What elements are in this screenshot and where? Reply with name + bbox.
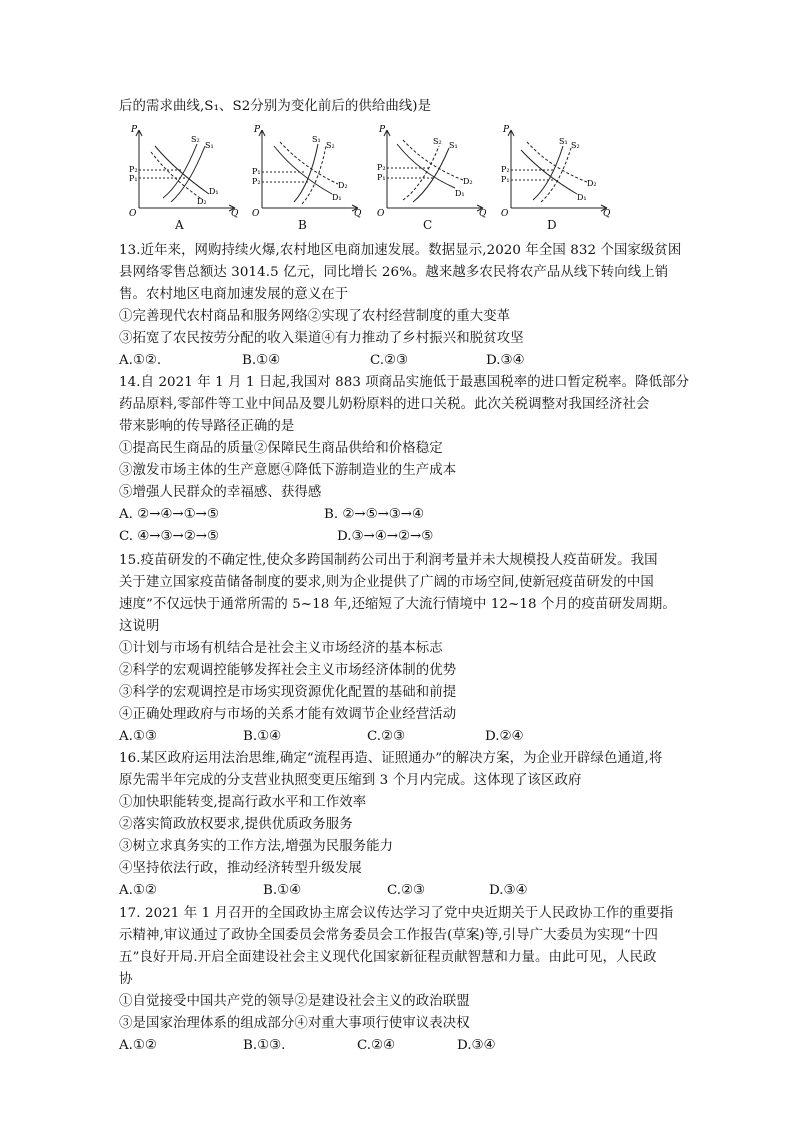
p-label: P₁ (377, 173, 386, 182)
question-14-statement: ①提高民生商品的质量②保障民生商品供给和价格稳定 (119, 441, 443, 456)
question-14-line: 14.自 2021 年 1 月 1 日起,我国对 883 项商品实施低于最惠国税率的进口暂定税率。降低部分 (119, 375, 690, 390)
axis-o-label: O (129, 209, 137, 219)
question-15-statement: ③科学的宏观调控是市场实现资源优化配置的基础和前提 (119, 685, 457, 700)
question-17-line: 五”良好开局.开启全面建设社会主义现代化国家新征程贡献智慧和力量。由此可见，人民政 (119, 950, 657, 965)
option-d[interactable]: D.③→④→②→⑤ (337, 529, 434, 544)
d-label: D₁ (209, 187, 219, 196)
option-b[interactable]: B.①④ (263, 883, 302, 898)
axis-q-label: Q (231, 209, 239, 219)
option-d[interactable]: D.③④ (486, 353, 525, 368)
option-b[interactable]: B.①④ (243, 729, 282, 744)
d-label: D₁ (455, 189, 465, 198)
option-a[interactable]: A.①③ (119, 729, 157, 744)
axis-o-label: O (377, 209, 385, 219)
p-label: P₂ (129, 165, 138, 174)
p-label: P₁ (252, 167, 261, 176)
option-c[interactable]: C.②④ (357, 1038, 396, 1053)
s-label: S₂ (433, 137, 442, 146)
d-label: D₁ (332, 193, 342, 202)
axis-p-label: P (379, 125, 386, 135)
d-label: D₂ (463, 177, 473, 186)
p-label: P₂ (377, 163, 386, 172)
option-a[interactable]: A.①②. (119, 353, 162, 368)
question-17-line: 示精神,审议通过了政协全国委员会常务委员会工作报告(草案)等,引导广大委员为实现“十四 (119, 928, 658, 943)
p-label: P₂ (501, 165, 510, 174)
s-label: S₂ (326, 141, 335, 150)
axis-q-label: Q (603, 209, 611, 219)
question-15-line: 15.疫苗研发的不确定性,使众多跨国制药公司出于利润考量并未大规模投人疫苗研发。我国 (119, 553, 658, 568)
question-14-statement: ③激发市场主体的生产意愿④降低下游制造业的生产成本 (119, 463, 457, 478)
option-c[interactable]: C. ④→③→②→⑤ (119, 529, 219, 544)
graph-label: C (423, 218, 433, 232)
option-c[interactable]: C.②③ (370, 353, 409, 368)
question-15-line: 这说明 (119, 619, 160, 634)
question-14-line: 药品原料,零部件等工业中间品及婴儿奶粉原料的进口关税。此次关税调整对我国经济社会 (119, 397, 650, 412)
question-17-line: 协 (119, 972, 133, 987)
option-c[interactable]: C.②③ (367, 729, 406, 744)
option-d[interactable]: D.③④ (489, 883, 528, 898)
d-label: D₂ (587, 179, 597, 188)
s-label: S₁ (205, 141, 214, 150)
graph-a (125, 124, 240, 234)
question-14-statement: ⑤增强人民群众的幸福感、获得感 (119, 485, 322, 500)
axis-p-label: P (254, 125, 261, 135)
option-a[interactable]: A.①② (119, 883, 157, 898)
question-13-line: 13.近年来，网购持续火爆,农村地区电商加速发展。数据显示,2020 年全国 832 个国家级贫困 (119, 243, 682, 258)
d-label: D₂ (338, 181, 348, 190)
axis-p-label: P (131, 125, 138, 135)
s-label: S₁ (312, 135, 321, 144)
supply-demand-graphs (125, 124, 615, 234)
graph-b (248, 124, 363, 234)
d-label: D₁ (577, 193, 587, 202)
option-b[interactable]: B.①③. (243, 1038, 286, 1053)
question-13-statement: ③拓宽了农民按劳分配的收入渠道④有力推动了乡村振兴和脱贫攻坚 (119, 331, 524, 346)
question-13-statement: ①完善现代农村商品和服务网络②实现了农村经营制度的重大变革 (119, 309, 511, 324)
question-15-line: 关于建立国家疫苗储备制度的要求,则为企业提供了广阔的市场空间,使新冠疫苗研发的中国 (119, 575, 654, 590)
intro-line: 后的需求曲线,S₁、S2分别为变化前后的供给曲线)是 (119, 99, 432, 114)
question-15-statement: ④正确处理政府与市场的关系才能有效调节企业经营活动 (119, 707, 457, 722)
question-13-line: 县网络零售总额达 3014.5 亿元，同比增长 26%。越来越多农民将农产品从线下转向线上销 (119, 265, 669, 280)
s-label: S₂ (571, 141, 580, 150)
axis-p-label: P (503, 125, 510, 135)
graph-label: B (298, 218, 307, 232)
question-16-line: 16.某区政府运用法治思维,确定“流程再造、证照通办”的解决方案，为企业开辟绿色通道,将 (119, 751, 663, 766)
question-13-line: 售。农村地区电商加速发展的意义在于 (119, 287, 349, 302)
option-d[interactable]: D.③④ (457, 1038, 496, 1053)
s-label: S₁ (449, 141, 458, 150)
axis-o-label: O (252, 209, 260, 219)
question-14-line: 带来影响的传导路径正确的是 (119, 419, 295, 434)
graph-label: D (547, 218, 557, 232)
graph-d (497, 124, 612, 234)
question-15-statement: ②科学的宏观调控能够发挥社会主义市场经济体制的优势 (119, 663, 457, 678)
s-label: S₂ (191, 135, 200, 144)
question-16-line: 原先需半年完成的分支营业执照变更压缩到 3 个月内完成。这体现了该区政府 (119, 773, 582, 788)
option-d[interactable]: D.②④ (485, 729, 524, 744)
s-label: S₁ (559, 137, 568, 146)
option-a[interactable]: A. ②→④→①→⑤ (119, 507, 219, 522)
p-label: P₁ (129, 174, 138, 183)
question-17-statement: ③是国家治理体系的组成部分④对重大事项行使审议表决权 (119, 1016, 470, 1031)
option-a[interactable]: A.①② (119, 1038, 157, 1053)
d-label: D₂ (197, 197, 207, 206)
axis-q-label: Q (479, 209, 487, 219)
axis-q-label: Q (354, 209, 362, 219)
question-17-line: 17. 2021 年 1 月召开的全国政协主席会议传达学习了党中央近期关于人民政协工作的重要指 (119, 906, 674, 921)
graph-c (373, 124, 488, 234)
question-15-statement: ①计划与市场有机结合是社会主义市场经济的基本标志 (119, 641, 443, 656)
question-17-statement: ①自觉接受中国共产党的领导②是建设社会主义的政治联盟 (119, 994, 470, 1009)
question-15-line: 速度”不仅远快于通常所需的 5~18 年,还缩短了大流行情境中 12~18 个月的疫苗研发周期。 (119, 597, 676, 612)
p-label: P₁ (501, 175, 510, 184)
axis-o-label: O (501, 209, 509, 219)
question-16-statement: ①加快职能转变,提高行政水平和工作效率 (119, 795, 367, 810)
p-label: P₂ (252, 177, 261, 186)
option-c[interactable]: C.②③ (387, 883, 426, 898)
question-16-statement: ④坚持依法行政，推动经济转型升级发展 (119, 861, 362, 876)
option-b[interactable]: B.①④ (242, 353, 281, 368)
question-16-statement: ③树立求真务实的工作方法,增强为民服务能力 (119, 839, 394, 854)
question-16-statement: ②落实简政放权要求,提供优质政务服务 (119, 817, 353, 832)
option-b[interactable]: B. ②→⑤→③→④ (324, 507, 425, 522)
graph-label: A (175, 218, 184, 232)
